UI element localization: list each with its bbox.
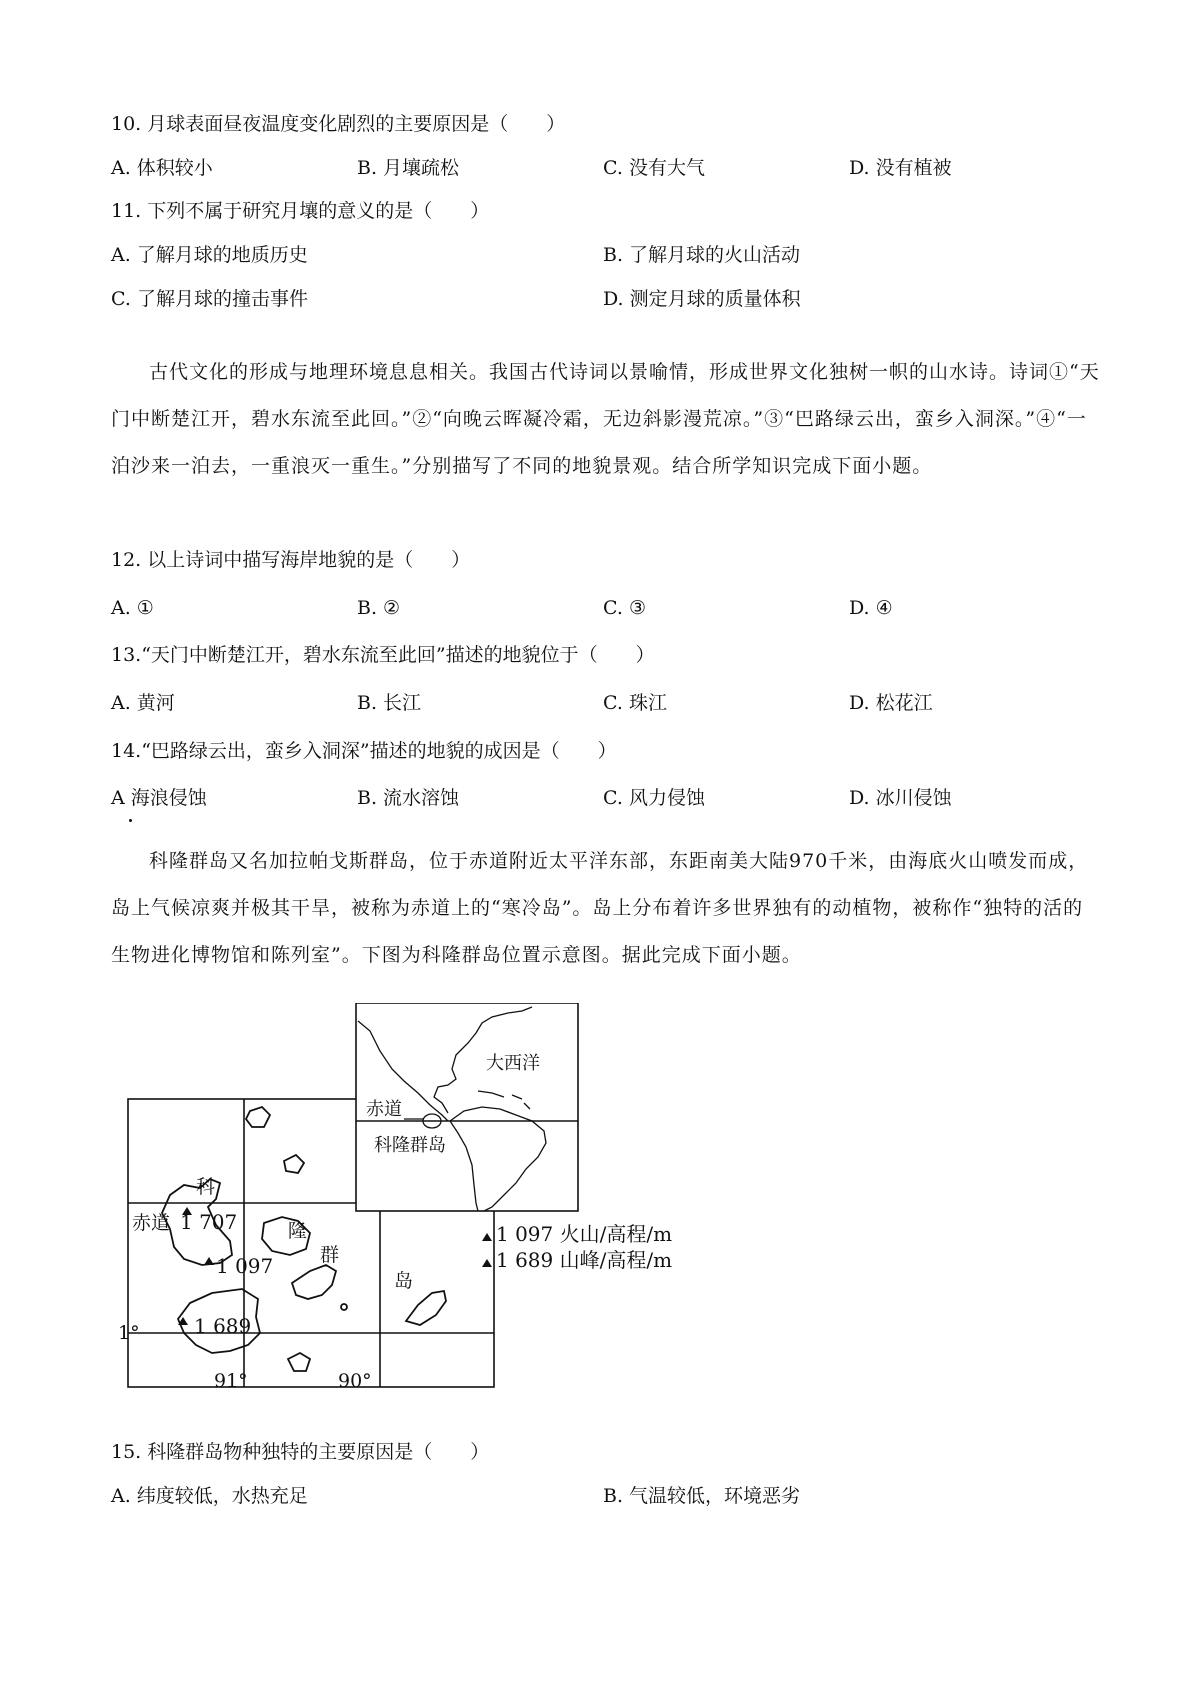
islet-south [288, 1353, 310, 1371]
q12-option-a[interactable]: A. ① [111, 597, 154, 619]
legend-volcano-icon [482, 1233, 492, 1241]
map-legend [482, 1222, 672, 1272]
legend-peak-icon [482, 1259, 492, 1267]
label-elev-1689: 1 689 [194, 1314, 252, 1338]
q12-stem: 12. 以上诗词中描写海岸地貌的是（ ） [111, 549, 471, 571]
q12-option-d[interactable]: D. ④ [849, 597, 893, 619]
q13-option-a[interactable]: A. 黄河 [111, 692, 175, 714]
q14-option-a[interactable]: A 海浪侵蚀 [111, 787, 207, 809]
q11-option-b[interactable]: B. 了解月球的火山活动 [603, 244, 801, 266]
inset-label-islands: 科隆群岛 [374, 1135, 446, 1156]
galapagos-location-map [112, 1003, 722, 1423]
label-equator: 赤道 [132, 1212, 171, 1234]
q11-option-a[interactable]: A. 了解月球的地质历史 [111, 244, 308, 266]
q15-stem: 15. 科隆群岛物种独特的主要原因是（ ） [111, 1441, 490, 1463]
passage-galapagos: 科隆群岛又名加拉帕戈斯群岛，位于赤道附近太平洋东部，东距南美大陆970千米，由海底火山喷发而成，岛上气候凉爽并极其干旱，被称为赤道上的“寒冷岛”。岛上分布着许多世界独有的动植物，被称作“独特的活的生物进化博物馆和陈列室”。下图为科隆群岛位置示意图。据此完成下面小题。 [111, 850, 1089, 966]
q10-stem: 10. 月球表面昼夜温度变化剧烈的主要原因是（ ） [111, 113, 566, 135]
inset-map [356, 1003, 578, 1211]
label-lon-90: 90° [338, 1370, 372, 1392]
legend-volcano-text: 1 097 火山/高程/m [496, 1222, 673, 1246]
q10-option-b[interactable]: B. 月壤疏松 [357, 157, 460, 179]
q13-option-b[interactable]: B. 长江 [357, 692, 422, 714]
island-santa-cruz [292, 1265, 336, 1299]
q12-option-c[interactable]: C. ③ [603, 597, 646, 619]
q10-option-c[interactable]: C. 没有大气 [603, 157, 705, 179]
q11-option-c[interactable]: C. 了解月球的撞击事件 [111, 288, 308, 310]
label-dao: 岛 [394, 1270, 414, 1292]
islet-tiny [341, 1304, 347, 1310]
q11-option-d[interactable]: D. 测定月球的质量体积 [603, 288, 801, 310]
island-san-cristobal [406, 1291, 446, 1325]
q11-stem: 11. 下列不属于研究月壤的意义的是（ ） [111, 200, 490, 222]
legend-peak-text: 1 689 山峰/高程/m [496, 1248, 673, 1272]
q13-option-c[interactable]: C. 珠江 [603, 692, 667, 714]
q10-option-a[interactable]: A. 体积较小 [111, 157, 213, 179]
q12-option-b[interactable]: B. ② [357, 597, 401, 619]
q14-stem: 14.“巴路绿云出，蛮乡入洞深”描述的地貌的成因是（ ） [111, 740, 617, 762]
q15-option-a[interactable]: A. 纬度较低，水热充足 [111, 1485, 308, 1507]
q10-option-d[interactable]: D. 没有植被 [849, 157, 952, 179]
inset-label-equator: 赤道 [366, 1099, 402, 1120]
volcano-icon [204, 1257, 214, 1265]
label-lon-91: 91° [214, 1370, 248, 1392]
q15-option-b[interactable]: B. 气温较低，环境恶劣 [603, 1485, 801, 1507]
q13-stem: 13.“天门中断楚江开，碧水东流至此回”描述的地貌位于（ ） [111, 644, 655, 666]
label-qun: 群 [320, 1244, 340, 1266]
islet-north-2 [284, 1155, 304, 1173]
label-ke: 科 [196, 1176, 216, 1198]
label-elev-1097: 1 097 [216, 1254, 274, 1278]
label-lat-1: 1° [118, 1322, 140, 1344]
passage-poetry: 古代文化的形成与地理环境息息相关。我国古代诗词以景喻情，形成世界文化独树一帜的山水诗。诗词①“天门中断楚江开，碧水东流至此回。”②“向晚云晖凝冷霜，无边斜影漫荒凉。”③“巴路绿云出，蛮乡入洞深。”④“一泊沙来一泊去，一重浪灭一重生。”分别描写了不同的地貌景观。结合所学知识完成下面小题。 [111, 361, 1100, 477]
islet-north-1 [246, 1107, 270, 1127]
inset-label-ocean: 大西洋 [486, 1053, 540, 1074]
q14-option-c[interactable]: C. 风力侵蚀 [603, 787, 705, 809]
label-elev-1707: 1 707 [180, 1210, 238, 1234]
stray-dot-mark [129, 819, 132, 822]
q13-option-d[interactable]: D. 松花江 [849, 692, 933, 714]
q14-option-d[interactable]: D. 冰川侵蚀 [849, 787, 952, 809]
q14-option-b[interactable]: B. 流水溶蚀 [357, 787, 460, 809]
label-long: 隆 [288, 1220, 308, 1242]
